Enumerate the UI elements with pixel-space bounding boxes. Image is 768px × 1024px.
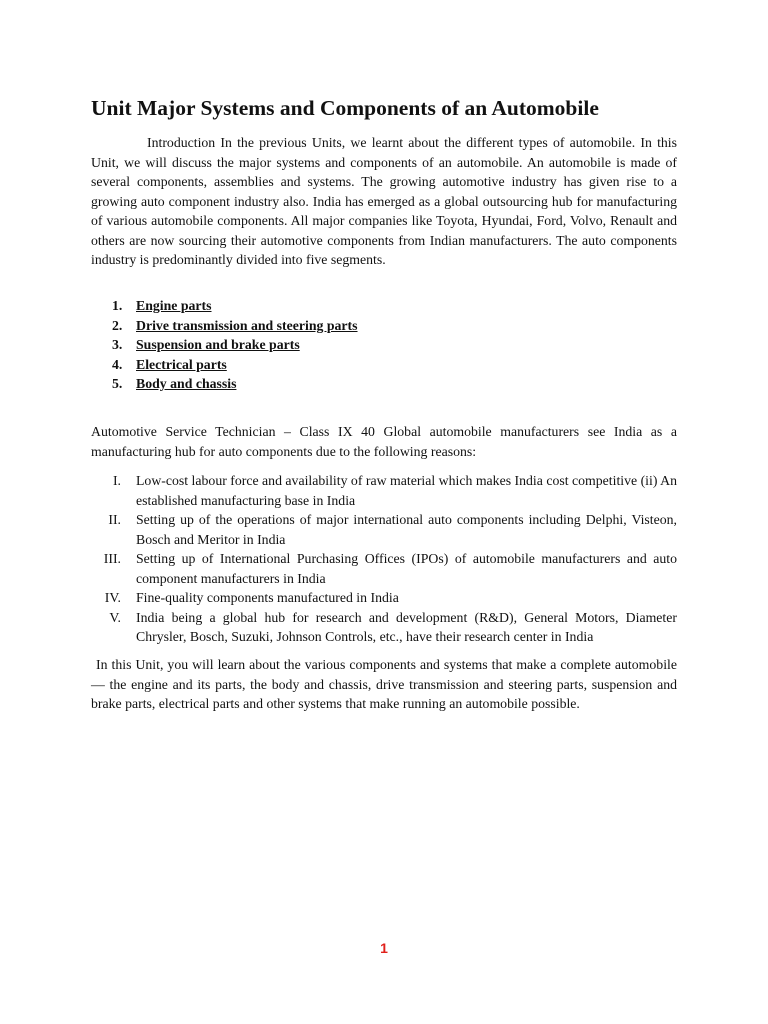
- page-number: 1: [380, 940, 388, 956]
- reason-text: Setting up of International Purchasing Offices (IPOs) of automobile manufacturers and auto component manufacturers in India: [136, 551, 677, 586]
- list-item: [91, 510, 677, 549]
- list-item: [91, 296, 491, 316]
- list-item: [91, 316, 491, 336]
- reason-text: India being a global hub for research and development (R&D), General Motors, Diameter Chrysler, Bosch, Suzuki, Johnson Controls, etc., have their research center in India: [136, 609, 677, 644]
- reasons-list: [91, 471, 677, 647]
- list-item: [91, 588, 677, 608]
- reason-text: Fine-quality components manufactured in India: [136, 590, 399, 605]
- document-title: Unit Major Systems and Components of an Automobile: [91, 96, 599, 120]
- segment-label-body-chassis: Body and chassis: [136, 376, 237, 391]
- roman-numeral: II.: [108, 512, 121, 527]
- roman-numeral: I.: [112, 473, 121, 488]
- segment-label-engine-parts: Engine parts: [136, 298, 212, 313]
- list-item-number: 5.: [112, 376, 123, 391]
- list-item-number: 4.: [112, 356, 123, 372]
- list-item: [91, 355, 491, 375]
- segment-label-suspension-brake: Suspension and brake parts: [136, 337, 300, 352]
- list-item-number: 3.: [112, 337, 123, 352]
- roman-numeral: IV.: [104, 590, 121, 605]
- list-item-number: 1.: [112, 298, 123, 313]
- list-item: [91, 374, 491, 394]
- segment-label-drive-transmission: Drive transmission and steering parts: [136, 317, 358, 333]
- segments-list: [91, 296, 491, 394]
- intro-paragraph: Introduction In the previous Units, we learnt about the different types of automobile. In this Unit, we will discuss the major systems and components of an automobile. An automobile is made of several components, assemblies and systems. The growing automotive industry has given rise to a growing auto component industry also. India has emerged as a global outsourcing hub for manufacturing of various automobile components. All major companies like Toyota, Hyundai, Ford, Volvo, Renault and others are now sourcing their automotive components from Indian manufacturers. The auto components industry is predominantly divided into five segments.: [91, 135, 677, 267]
- reason-text: Low-cost labour force and availability of raw material which makes India cost competitive (ii) An established manufacturing base in India: [136, 473, 677, 508]
- list-item: [91, 335, 491, 355]
- list-item-number: 2.: [112, 317, 123, 333]
- segment-label-electrical-parts: Electrical parts: [136, 356, 227, 372]
- list-item: [91, 471, 677, 510]
- list-item: [91, 549, 677, 588]
- roman-numeral: V.: [109, 609, 121, 625]
- reasons-intro-paragraph: Automotive Service Technician – Class IX 40 Global automobile manufacturers see India as a manufacturing hub for auto components due to the following reasons:: [91, 424, 677, 459]
- list-item: [91, 608, 677, 647]
- reason-text: Setting up of the operations of major international auto components including Delphi, Visteon, Bosch and Meritor in India: [136, 512, 677, 547]
- closing-paragraph: In this Unit, you will learn about the various components and systems that make a complete automobile — the engine and its parts, the body and chassis, drive transmission and steering parts, suspension and brake parts, electrical parts and other systems that make running an automobile possible.: [91, 657, 677, 711]
- roman-numeral: III.: [103, 551, 121, 566]
